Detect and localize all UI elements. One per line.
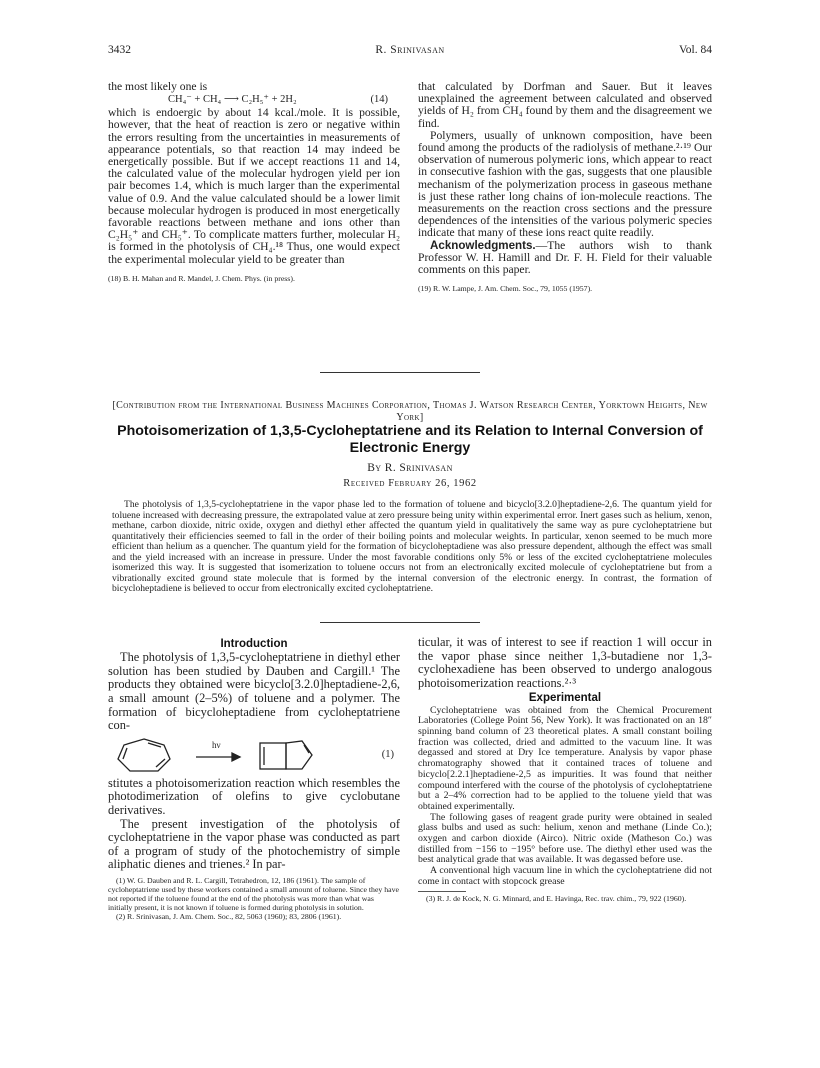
article-divider (320, 372, 480, 373)
article-title: Photoisomerization of 1,3,5-Cycloheptatriene and its Relation to Internal Conversion of Electronic Energy (117, 423, 703, 456)
acknowledgments-heading: Acknowledgments. (430, 238, 536, 252)
footnote-rule (418, 891, 466, 892)
contribution-line: [Contribution from the International Business Machines Corporation, Thomas J. Watson Research Center, Yorktown Heights, New York] (112, 400, 708, 423)
paragraph: Polymers, usually of unknown composition, have been found among the products of the radiolysis of methane.²·¹⁹ Our observation of numerous polymeric ions, which appear to react in consecutive fashion with the gas, suggests that one plausible mechanism of the polymerization process in gaseous methane is just these rather long chains of ion-molecule reactions. The measurements on the reaction cross sections and the pressure dependences of the intensities of the various polymeric species indicate that many of these ions react quite readily. (418, 128, 712, 240)
paragraph: stitutes a photoisomerization reaction which resembles the photodimerization of olefins to give cyclobutane derivatives. (108, 775, 400, 817)
paragraph: Cycloheptatriene was obtained from the Chemical Procurement Laboratories (College Point 56, New York). It was fractionated on an 18″ spinning band column of 23 theoretical plates. A small constant boiling fraction was collected, dried and admitted to the vacuum line. It was degassed and stored at Dry Ice temperature. Analysis by vapor phase chromatography showed that it contained traces of toluene and bicyclo[2.2.1]heptadiene-2,5 as impurities. It was found that neither compound interfered with the course of the photolysis of cycloheptatriene but a 2–4% correction had to be applied to the toluene yield that was obtained experimentally. (418, 704, 712, 812)
cyclopentene-ring (286, 741, 312, 769)
footnote-2: (2) R. Srinivasan, J. Am. Chem. Soc., 82, 5063 (1960); 83, 2806 (1961). (116, 911, 342, 921)
acknowledgments (418, 240, 712, 277)
equation-number: (1) (381, 748, 394, 760)
hv-label: hν (212, 739, 221, 750)
footnote-3: (3) R. J. de Kock, N. G. Minnard, and E. Havinga, Rec. trav. chim., 79, 922 (1960). (426, 893, 687, 903)
prev-article-right-column (418, 81, 712, 293)
running-header (108, 44, 712, 60)
volume-number: Vol. 84 (678, 44, 712, 56)
paragraph: The following gases of reagent grade purity were obtained in sealed glass bulbs and used as such: helium, xenon and methane (Linde Co.); oxygen and carbon dioxide (Airco). Nitric oxide (Matheson Co.) was distilled from −156 to −195° before use. The diethyl ether used was the best analytical grade that was available. It was degassed before use. (418, 811, 712, 866)
footnote-18: (18) B. H. Mahan and R. Mandel, J. Chem. Phys. (in press). (108, 273, 295, 283)
experimental-right-column (418, 636, 712, 903)
received-date: Received February 26, 1962 (343, 478, 477, 489)
paragraph: The photolysis of 1,3,5-cycloheptatriene in diethyl ether solution has been studied by Dauben and Cargill.¹ The products they obtained were bicyclo[3.2.0]heptadiene-2,6, a small amount (2–5%) of toluene and a polymer. The formation of bicycloheptadiene from cycloheptatriene con- (108, 650, 400, 733)
running-author: R. Srinivasan (375, 44, 445, 56)
equation-number: (14) (370, 94, 388, 106)
equation-text: CH₄⁻ + CH₄ ⟶ C₂H₅⁺ + 2H₂ (168, 94, 297, 106)
equation-14 (108, 93, 400, 107)
abstract: The photolysis of 1,3,5-cycloheptatriene in the vapor phase led to the formation of toluene and bicyclo[3.2.0]heptadiene-2,6. The quantum yield for toluene increased with decreasing pressure, the extrapolated value at zero pressure being unity within experimental error. Inert gases such as helium, xenon, methane, carbon dioxide, nitric oxide, oxygen and diethyl ether affected the quantum yield in qualitatively the same way as pure cycloheptatriene but quantitatively their efficiencies seemed to fall in the order of their boiling points and molecular weights. In particular, xenon seemed to be much more efficient than helium as a quencher. The quantum yield for the formation of bicycloheptadiene was also pressure dependent, although the effect was small and the yield increased with an increase in pressure. Under the most favorable conditions only 5% or less of the excited cycloheptatriene molecules isomerized this way. It is suggested that isomerization to toluene occurs not from an electronically excited molecule of cycloheptatriene but from a vibrationally excited ground state molecule that is formed by the internal conversion of the electronic energy. In contrast, the formation of bicycloheptadiene is believed to occur from electronically excited cycloheptatriene. (112, 499, 712, 594)
paragraph: The present investigation of the photolysis of cycloheptatriene in the vapor phase was conducted as part of a program of study of the photochemistry of simple aliphatic dienes and trienes.² In par- (108, 816, 400, 872)
footnote-19: (19) R. W. Lampe, J. Am. Chem. Soc., 79, 1055 (1957). (418, 284, 593, 294)
reaction-scheme-1 (108, 735, 400, 775)
footnote-1: (1) W. G. Dauben and R. L. Cargill, Tetrahedron, 12, 186 (1961). The sample of cycloheptatriene used by these workers contained a small amount of toluene. Since they have not reported if the toluene found at the end of the photolysis was more than what was initially present, it is not known if toluene is formed during photolysis in solution. (108, 875, 399, 912)
section-heading-introduction: Introduction (220, 638, 288, 650)
intro-left-column (108, 636, 400, 921)
abstract-divider (320, 622, 480, 623)
paragraph: which is endoergic by about 14 kcal./mole. It is possible, however, that the heat of reaction is zero or negative within the errors resulting from the uncertainties in measurements of appearance potentials, so that reaction 14 may indeed be energetically possible. But if we accept reactions 11 and 14, the calculated value of the molecular hydrogen yield per ion pair becomes 1.4, which is much larger than the experimental value of 0.9. And the value calculated should be a lower limit because molecular hydrogen is produced in most energetically favorable reactions between methane and ions other than C₂H₅⁺ and CH₅⁺. To complicate matters further, molecular H₂ is formed in the photolysis of CH₄.¹⁸ Thus, one would expect the experimental molecular yield to be greater than (108, 106, 400, 266)
page-number: 3432 (108, 44, 131, 56)
paragraph: the most likely one is (108, 80, 208, 93)
acknowledgments-body: —The authors wish to thank Professor W. H. Hamill and Dr. F. H. Field for their valuable comments on this paper. (418, 238, 712, 277)
cycloheptatriene-ring (118, 739, 170, 771)
byline: By R. Srinivasan (367, 462, 453, 474)
section-heading-experimental: Experimental (528, 692, 602, 705)
paragraph: that calculated by Dorfman and Sauer. But it leaves unexplained the agreement between calculated and observed yields of H₂ from CH₄ found by them and the disagreement we find. (418, 80, 712, 130)
prev-article-left-column (108, 81, 400, 283)
paragraph: A conventional high vacuum line in which the cycloheptatriene did not come in contact with stopcock grease (418, 865, 712, 887)
paragraph: ticular, it was of interest to see if reaction 1 will occur in the vapor phase since neither 1,3-butadiene nor 1,3-cyclohexadiene has been observed to undergo analogous photoisomerization reactions.²·³ (418, 635, 712, 690)
reaction-diagram (108, 735, 400, 775)
